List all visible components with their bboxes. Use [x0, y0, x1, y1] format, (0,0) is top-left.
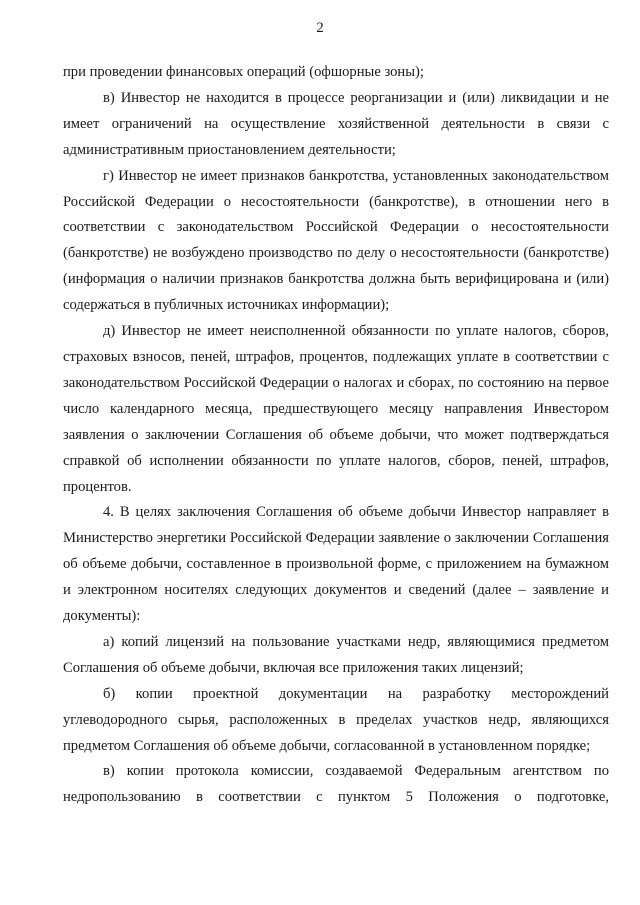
paragraph-item-v: в) Инвестор не находится в процессе реорганизации и (или) ликвидации и не имеет ограничений на осуществление хозяйственной деятельности в связи с административным приостановлением деятельности; [63, 89, 609, 158]
page-number: 2 [316, 20, 324, 36]
paragraph-item-b: б) копии проектной документации на разработку месторождений углеводородного сырья, расположенных в пределах участков недр, являющихся предметом Соглашения об объеме добычи, согласованной в установленном порядке; [63, 685, 609, 754]
paragraph-item-v2: в) копии протокола комиссии, создаваемой Федеральным агентством по недропользованию в соответствии с пунктом 5 Положения о подготовке, [63, 763, 609, 806]
paragraph-item-g: г) Инвестор не имеет признаков банкротства, установленных законодательством Российской Федерации о несостоятельности (банкротстве), в отношении него в соответствии с законодательством Российской Федерации о несостоятельности (банкротстве) не возбуждено производство по делу о несостоятельности (банкротстве) (информация о наличии признаков банкротства должна быть верифицирована и (или) содержаться в публичных источниках информации); [63, 167, 609, 314]
paragraph-point-4: 4. В целях заключения Соглашения об объеме добычи Инвестор направляет в Министерство энергетики Российской Федерации заявление о заключении Соглашения об объеме добычи, составленное в произвольной форме, с приложением на бумажном и электронном носителях следующих документов и сведений (далее – заявление и документы): [63, 504, 609, 625]
paragraph-continuation: при проведении финансовых операций (офшорные зоны); [63, 64, 424, 80]
document-body [63, 60, 609, 811]
paragraph-item-d: д) Инвестор не имеет неисполненной обязанности по уплате налогов, сборов, страховых взносов, пеней, штрафов, процентов, подлежащих уплате в соответствии с законодательством Российской Федерации о налогах и сборах, по состоянию на первое число календарного месяца, предшествующего месяцу направления Инвестором заявления о заключении Соглашения об объеме добычи, что может подтверждаться справкой об исполнении обязанности по уплате налогов, сборов, пеней, штрафов, процентов. [63, 323, 609, 495]
paragraph-item-a: а) копий лицензий на пользование участками недр, являющимися предметом Соглашения об объеме добычи, включая все приложения таких лицензий; [63, 633, 609, 676]
